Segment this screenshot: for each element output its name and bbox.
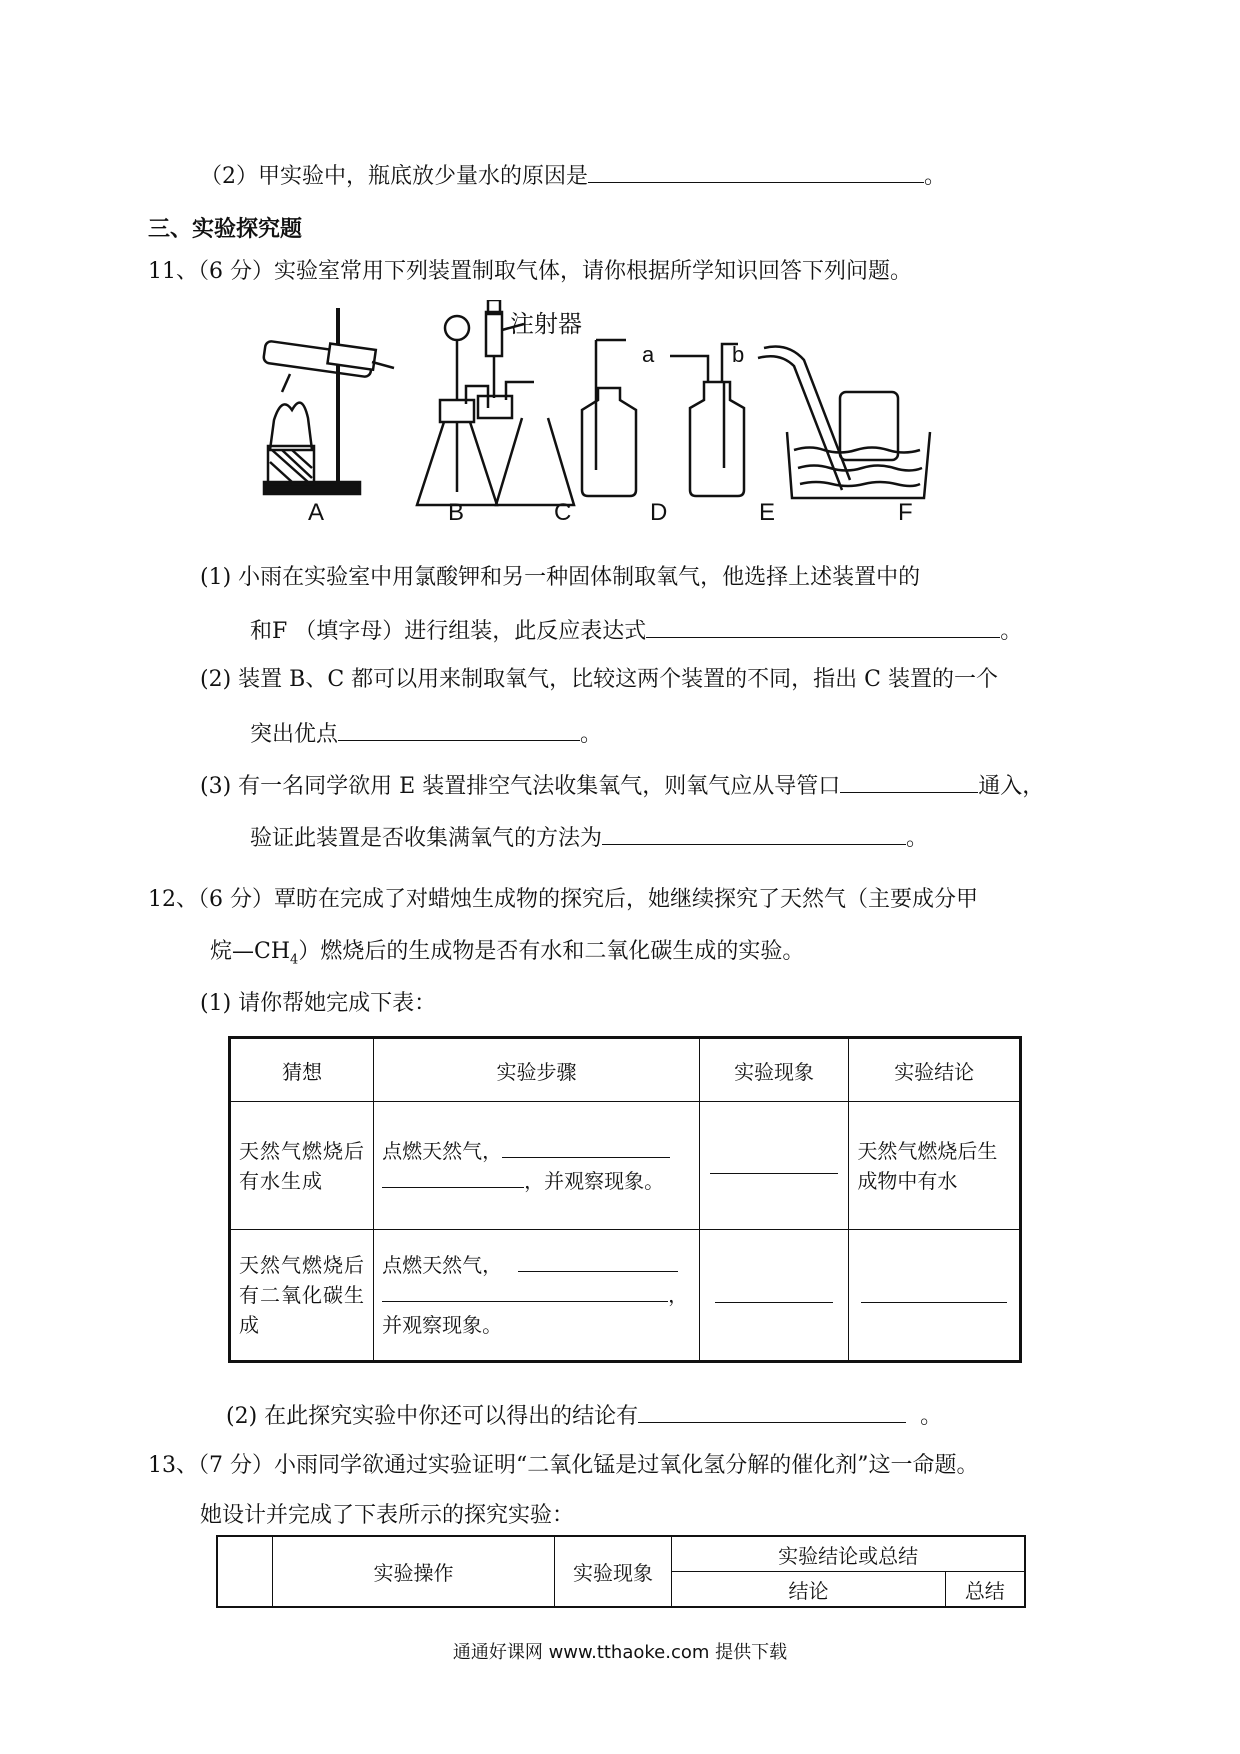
punct: 。 xyxy=(906,826,929,851)
q12-intro1: 12、（6 分）覃昉在完成了对蜡烛生成物的探究后，她继续探究了天然气（主要成分甲 xyxy=(148,887,978,912)
punct: 。 xyxy=(924,164,947,189)
row1-conclusion: 天然气燃烧后生成物中有水 xyxy=(849,1102,1021,1230)
q11-p3-text: (3) 有一名同学欲用 E 装置排空气法收集氧气，则氧气应从导管口 xyxy=(200,774,841,799)
label-a: A xyxy=(308,499,325,525)
answer-blank[interactable] xyxy=(710,1153,838,1174)
q12-p2 xyxy=(226,1400,942,1431)
label-c: C xyxy=(554,499,572,525)
q12-p2-text: (2) 在此探究实验中你还可以得出的结论有 xyxy=(226,1404,639,1429)
label-e: E xyxy=(759,499,776,525)
syringe-label: 注射器 xyxy=(510,311,582,338)
header-summary: 总结 xyxy=(945,1572,1025,1608)
q11-p3-text-b: 通入， xyxy=(978,774,1045,799)
q11-p3-line1 xyxy=(200,770,1044,801)
q13-intro1: 13、（7 分）小雨同学欲通过实验证明“二氧化锰是过氧化氢分解的催化剂”这一命题。 xyxy=(148,1453,979,1478)
q13-table xyxy=(216,1535,1026,1608)
answer-blank[interactable] xyxy=(518,1251,678,1272)
footer: 通通好课网 www.tthaoke.com 提供下载 xyxy=(452,1642,788,1663)
header-conclusion: 结论 xyxy=(672,1572,945,1608)
q13-intro2: 她设计并完成了下表所示的探究实验： xyxy=(200,1503,575,1528)
q12-p1: (1) 请你帮她完成下表： xyxy=(200,991,437,1016)
table-header-row xyxy=(230,1038,1021,1102)
header-conclusion: 实验结论 xyxy=(849,1038,1021,1102)
header-conclusion-group: 实验结论或总结 xyxy=(672,1536,1025,1572)
row2-guess: 天然气燃烧后有二氧化碳生成 xyxy=(230,1230,374,1362)
answer-blank[interactable] xyxy=(588,160,924,183)
answer-blank[interactable] xyxy=(638,1400,906,1423)
q11-p3-text-2: 验证此装置是否收集满氧气的方法为 xyxy=(250,826,603,851)
row1-step-b: ，并观察现象。 xyxy=(524,1168,665,1193)
row1-steps xyxy=(374,1102,700,1230)
q11-p1-line2 xyxy=(250,615,1022,646)
port-b-label: b xyxy=(732,342,745,367)
answer-blank[interactable] xyxy=(502,1137,670,1158)
header-phenomenon: 实验现象 xyxy=(554,1536,672,1607)
q11-p1-text: 和F （填字母）进行组装，此反应表达式 xyxy=(250,619,647,644)
apparatus-f xyxy=(758,347,930,499)
answer-blank[interactable] xyxy=(840,770,978,793)
q11-p2-text: 突出优点 xyxy=(250,722,339,747)
q12-intro2-a: 烷—CH xyxy=(210,939,291,964)
table-row xyxy=(230,1102,1021,1230)
label-d: D xyxy=(650,499,668,525)
answer-blank[interactable] xyxy=(382,1167,524,1188)
header-guess: 猜想 xyxy=(230,1038,374,1102)
answer-blank[interactable] xyxy=(338,718,580,741)
punct: 。 xyxy=(1000,619,1023,644)
punct: 。 xyxy=(920,1404,943,1429)
q11-p2-line1: (2) 装置 B、C 都可以用来制取氧气，比较这两个装置的不同，指出 C 装置的一个 xyxy=(200,667,998,692)
row2-step-b: ， xyxy=(668,1283,689,1307)
answer-blank[interactable] xyxy=(646,615,1000,638)
header-index xyxy=(217,1536,273,1607)
row2-step-c: 并观察现象。 xyxy=(382,1313,503,1337)
port-a-label: a xyxy=(642,342,655,367)
q12-intro2 xyxy=(210,938,804,974)
q10-part2-text: （2）甲实验中，瓶底放少量水的原因是 xyxy=(200,164,588,189)
row2-phenomenon xyxy=(699,1230,849,1362)
answer-blank[interactable] xyxy=(382,1281,668,1302)
q10-part2 xyxy=(200,160,946,191)
label-b: B xyxy=(448,499,465,525)
q11-p3-line2 xyxy=(250,822,928,853)
q11-p1-line1: (1) 小雨在实验室中用氯酸钾和另一种固体制取氧气，他选择上述装置中的 xyxy=(200,565,921,590)
apparatus-a xyxy=(263,308,394,494)
header-steps: 实验步骤 xyxy=(374,1038,700,1102)
q11-intro: 11、（6 分）实验室常用下列装置制取气体，请你根据所学知识回答下列问题。 xyxy=(148,259,912,284)
answer-blank[interactable] xyxy=(715,1282,833,1303)
row2-step-a: 点燃天然气， xyxy=(382,1253,503,1277)
q11-p2-line2 xyxy=(250,718,602,749)
q12-intro2-b: ）燃烧后的生成物是否有水和二氧化碳生成的实验。 xyxy=(298,939,805,964)
q12-table xyxy=(228,1036,1022,1363)
row2-steps xyxy=(374,1230,700,1362)
punct: 。 xyxy=(580,722,603,747)
label-f: F xyxy=(898,499,913,525)
q12-subscript: 4 xyxy=(290,952,299,968)
answer-blank[interactable] xyxy=(861,1282,1007,1303)
section-title: 三、实验探究题 xyxy=(148,216,303,242)
answer-blank[interactable] xyxy=(602,822,906,845)
row1-phenomenon xyxy=(699,1102,849,1230)
row2-conclusion xyxy=(849,1230,1021,1362)
row1-step-a: 点燃天然气， xyxy=(382,1138,503,1163)
table-row xyxy=(230,1230,1021,1362)
row1-guess: 天然气燃烧后有水生成 xyxy=(230,1102,374,1230)
apparatus-d xyxy=(582,340,636,496)
header-operation: 实验操作 xyxy=(273,1536,554,1607)
apparatus-diagram xyxy=(252,300,1012,525)
table-header-row xyxy=(217,1536,1025,1572)
header-phenomenon: 实验现象 xyxy=(699,1038,849,1102)
